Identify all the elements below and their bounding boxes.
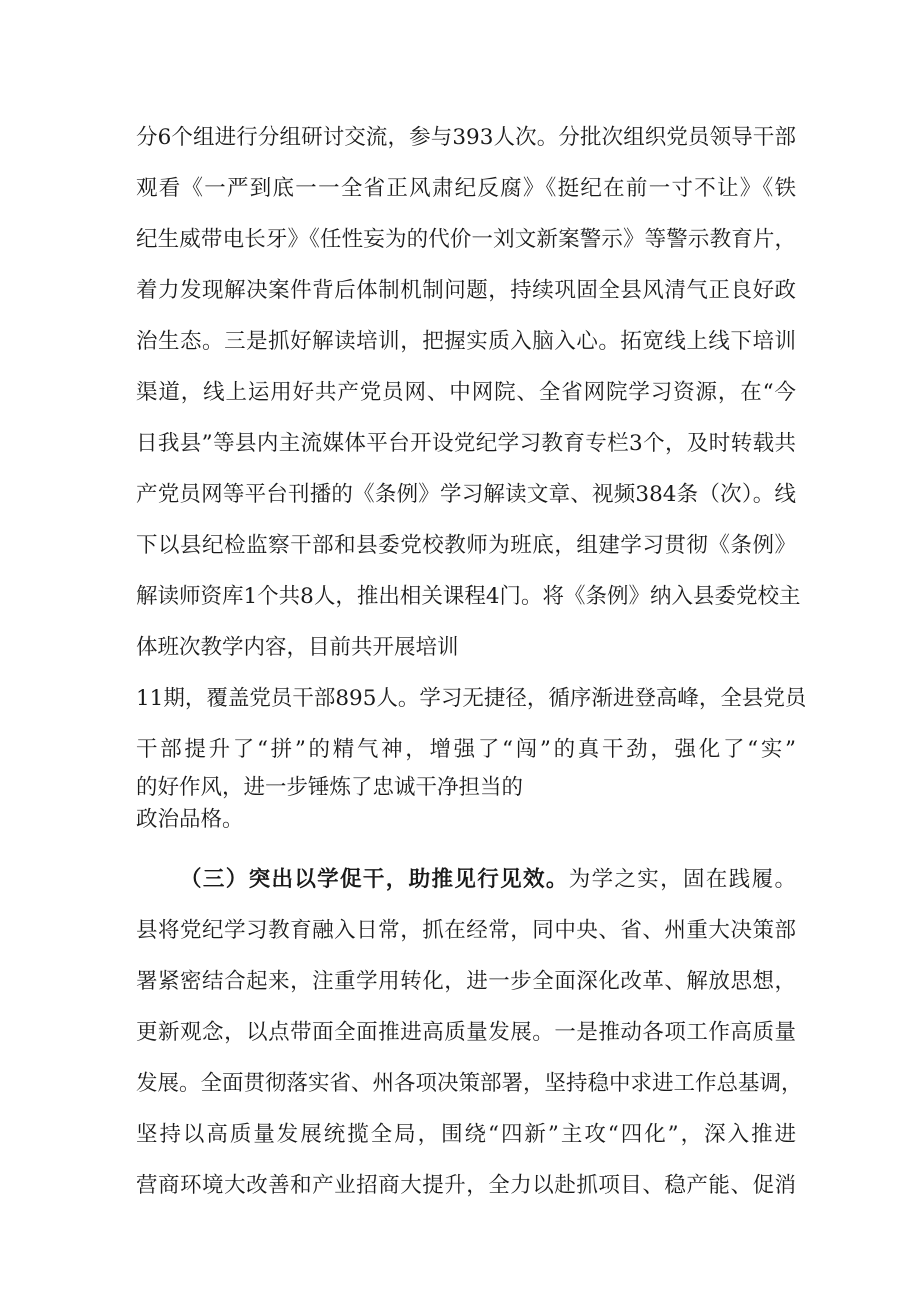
text-line: 署紧密结合起来，注重学用转化，进一步全面深化改革、解放思想，	[136, 969, 796, 994]
text-line: 解读师资库1个共8人，推出相关课程4门。将《条例》纳入县委党校主	[136, 584, 801, 609]
text-line: 观看《一严到底一一全省正风肃纪反腐》《挺纪在前一寸不让》《铁	[136, 176, 796, 201]
text-line: 营商环境大改善和产业招商大提升，全力以赴抓项目、稳产能、促消	[136, 1173, 796, 1198]
section-heading: （三）突出以学促干，助推见行见效。	[180, 867, 569, 892]
text-line: 治生态。三是抓好解读培训，把握实质入脑入心。拓宽线上线下培训	[136, 329, 796, 354]
text-line: 发展。全面贯彻落实省、州各项决策部署，坚持稳中求进工作总基调，	[136, 1071, 803, 1096]
text-line: 分6个组进行分组研讨交流，参与393人次。分批次组织党员领导干部	[136, 125, 796, 150]
text-line-rest: 为学之实，固在践履。	[568, 867, 796, 892]
text-line: 产党员网等平台刊播的《条例》学习解读文章、视频384条（次）。线	[136, 482, 796, 507]
text-line: 11期，覆盖党员干部895人。学习无捷径，循序渐进登高峰，全县党员	[136, 686, 807, 711]
text-line: 干部提升了“拼”的精气神，增强了“闯”的真干劲，强化了“实”	[136, 737, 796, 762]
text-line: 渠道，线上运用好共产党员网、中网院、全省网院学习资源，在“今	[136, 380, 796, 405]
text-line: 坚持以高质量发展统揽全局，围绕“四新”主攻“四化”，深入推进	[136, 1122, 796, 1147]
text-line: 体班次教学内容，目前共开展培训	[136, 635, 459, 660]
text-line: 政治品格。	[136, 807, 244, 832]
text-line: 县将党纪学习教育融入日常，抓在经常，同中央、省、州重大决策部	[136, 918, 796, 943]
text-line: 的好作风，进一步锤炼了忠诚干净担当的	[136, 775, 524, 800]
text-line: 着力发现解决案件背后体制机制问题，持续巩固全县风清气正良好政	[136, 278, 796, 303]
text-line: 日我县”等县内主流媒体平台开设党纪学习教育专栏3个，及时转载共	[136, 431, 796, 456]
paragraph-first-line	[180, 865, 796, 895]
text-line: 下以县纪检监察干部和县委党校教师为班底，组建学习贯彻《条例》	[136, 533, 796, 558]
text-line: 纪生威带电长牙》《任性妄为的代价一刘文新案警示》等警示教育片，	[136, 227, 796, 252]
text-line: 更新观念，以点带面全面推进高质量发展。一是推动各项工作高质量	[136, 1020, 796, 1045]
